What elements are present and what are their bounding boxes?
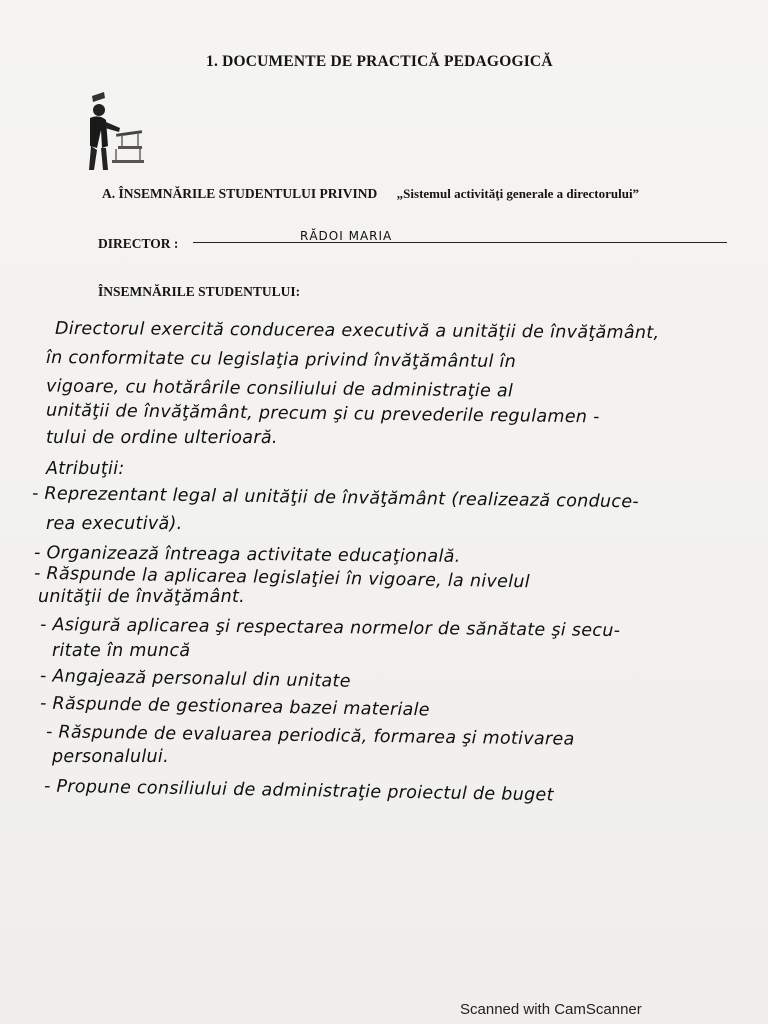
handwritten-line: - Angajează personalul din unitate — [39, 666, 351, 692]
handwritten-line: rea executivă). — [46, 514, 183, 534]
handwritten-line: unităţii de învăţământ, precum şi cu prevederile regulamen - — [45, 400, 600, 428]
handwritten-line: - Organizează întreaga activitate educaţională. — [33, 543, 461, 567]
handwritten-line: - Răspunde de gestionarea bazei materiale — [39, 693, 431, 721]
handwritten-line: - Răspunde de evaluarea periodică, formarea şi motivarea — [45, 722, 575, 750]
handwritten-line: în conformitate cu legislaţia privind învăţământul în — [45, 347, 517, 373]
page-title: 1. DOCUMENTE DE PRACTICĂ PEDAGOGICĂ — [206, 53, 553, 70]
handwritten-line: Atribuţii: — [46, 459, 125, 479]
section-a-subject: „Sistemul activităţi generale a directorului” — [396, 186, 640, 201]
handwritten-line: - Răspunde la aplicarea legislaţiei în vigoare, la nivelul — [33, 563, 531, 593]
section-a-heading — [102, 186, 639, 202]
handwritten-line: - Reprezentant legal al unităţii de învăţământ (realizează conduce- — [31, 483, 640, 513]
director-label: DIRECTOR : — [98, 236, 179, 251]
director-underline — [193, 242, 727, 243]
teacher-figure-logo — [72, 88, 152, 178]
handwritten-line: vigoare, cu hotărârile consiliului de administraţie al — [45, 376, 514, 402]
handwritten-line: personalului. — [52, 747, 169, 767]
notes-label: ÎNSEMNĂRILE STUDENTULUI: — [98, 284, 301, 299]
scanner-watermark: Scanned with CamScanner — [460, 1001, 642, 1018]
handwritten-line: tului de ordine ulterioară. — [46, 428, 278, 448]
director-name: RĂDOI MARIA — [300, 229, 393, 243]
section-a-label: A. ÎNSEMNĂRILE STUDENTULUI PRIVIND — [102, 186, 378, 201]
handwritten-line: - Asigură aplicarea şi respectarea normelor de sănătate şi secu- — [39, 614, 621, 642]
handwritten-line: Directorul exercită conducerea executivă a unităţii de învăţământ, — [54, 318, 660, 344]
handwritten-line: - Propune consiliului de administraţie proiectul de buget — [43, 776, 554, 806]
handwritten-line: ritate în muncă — [52, 641, 191, 661]
handwritten-line: unităţii de învăţământ. — [38, 587, 246, 607]
